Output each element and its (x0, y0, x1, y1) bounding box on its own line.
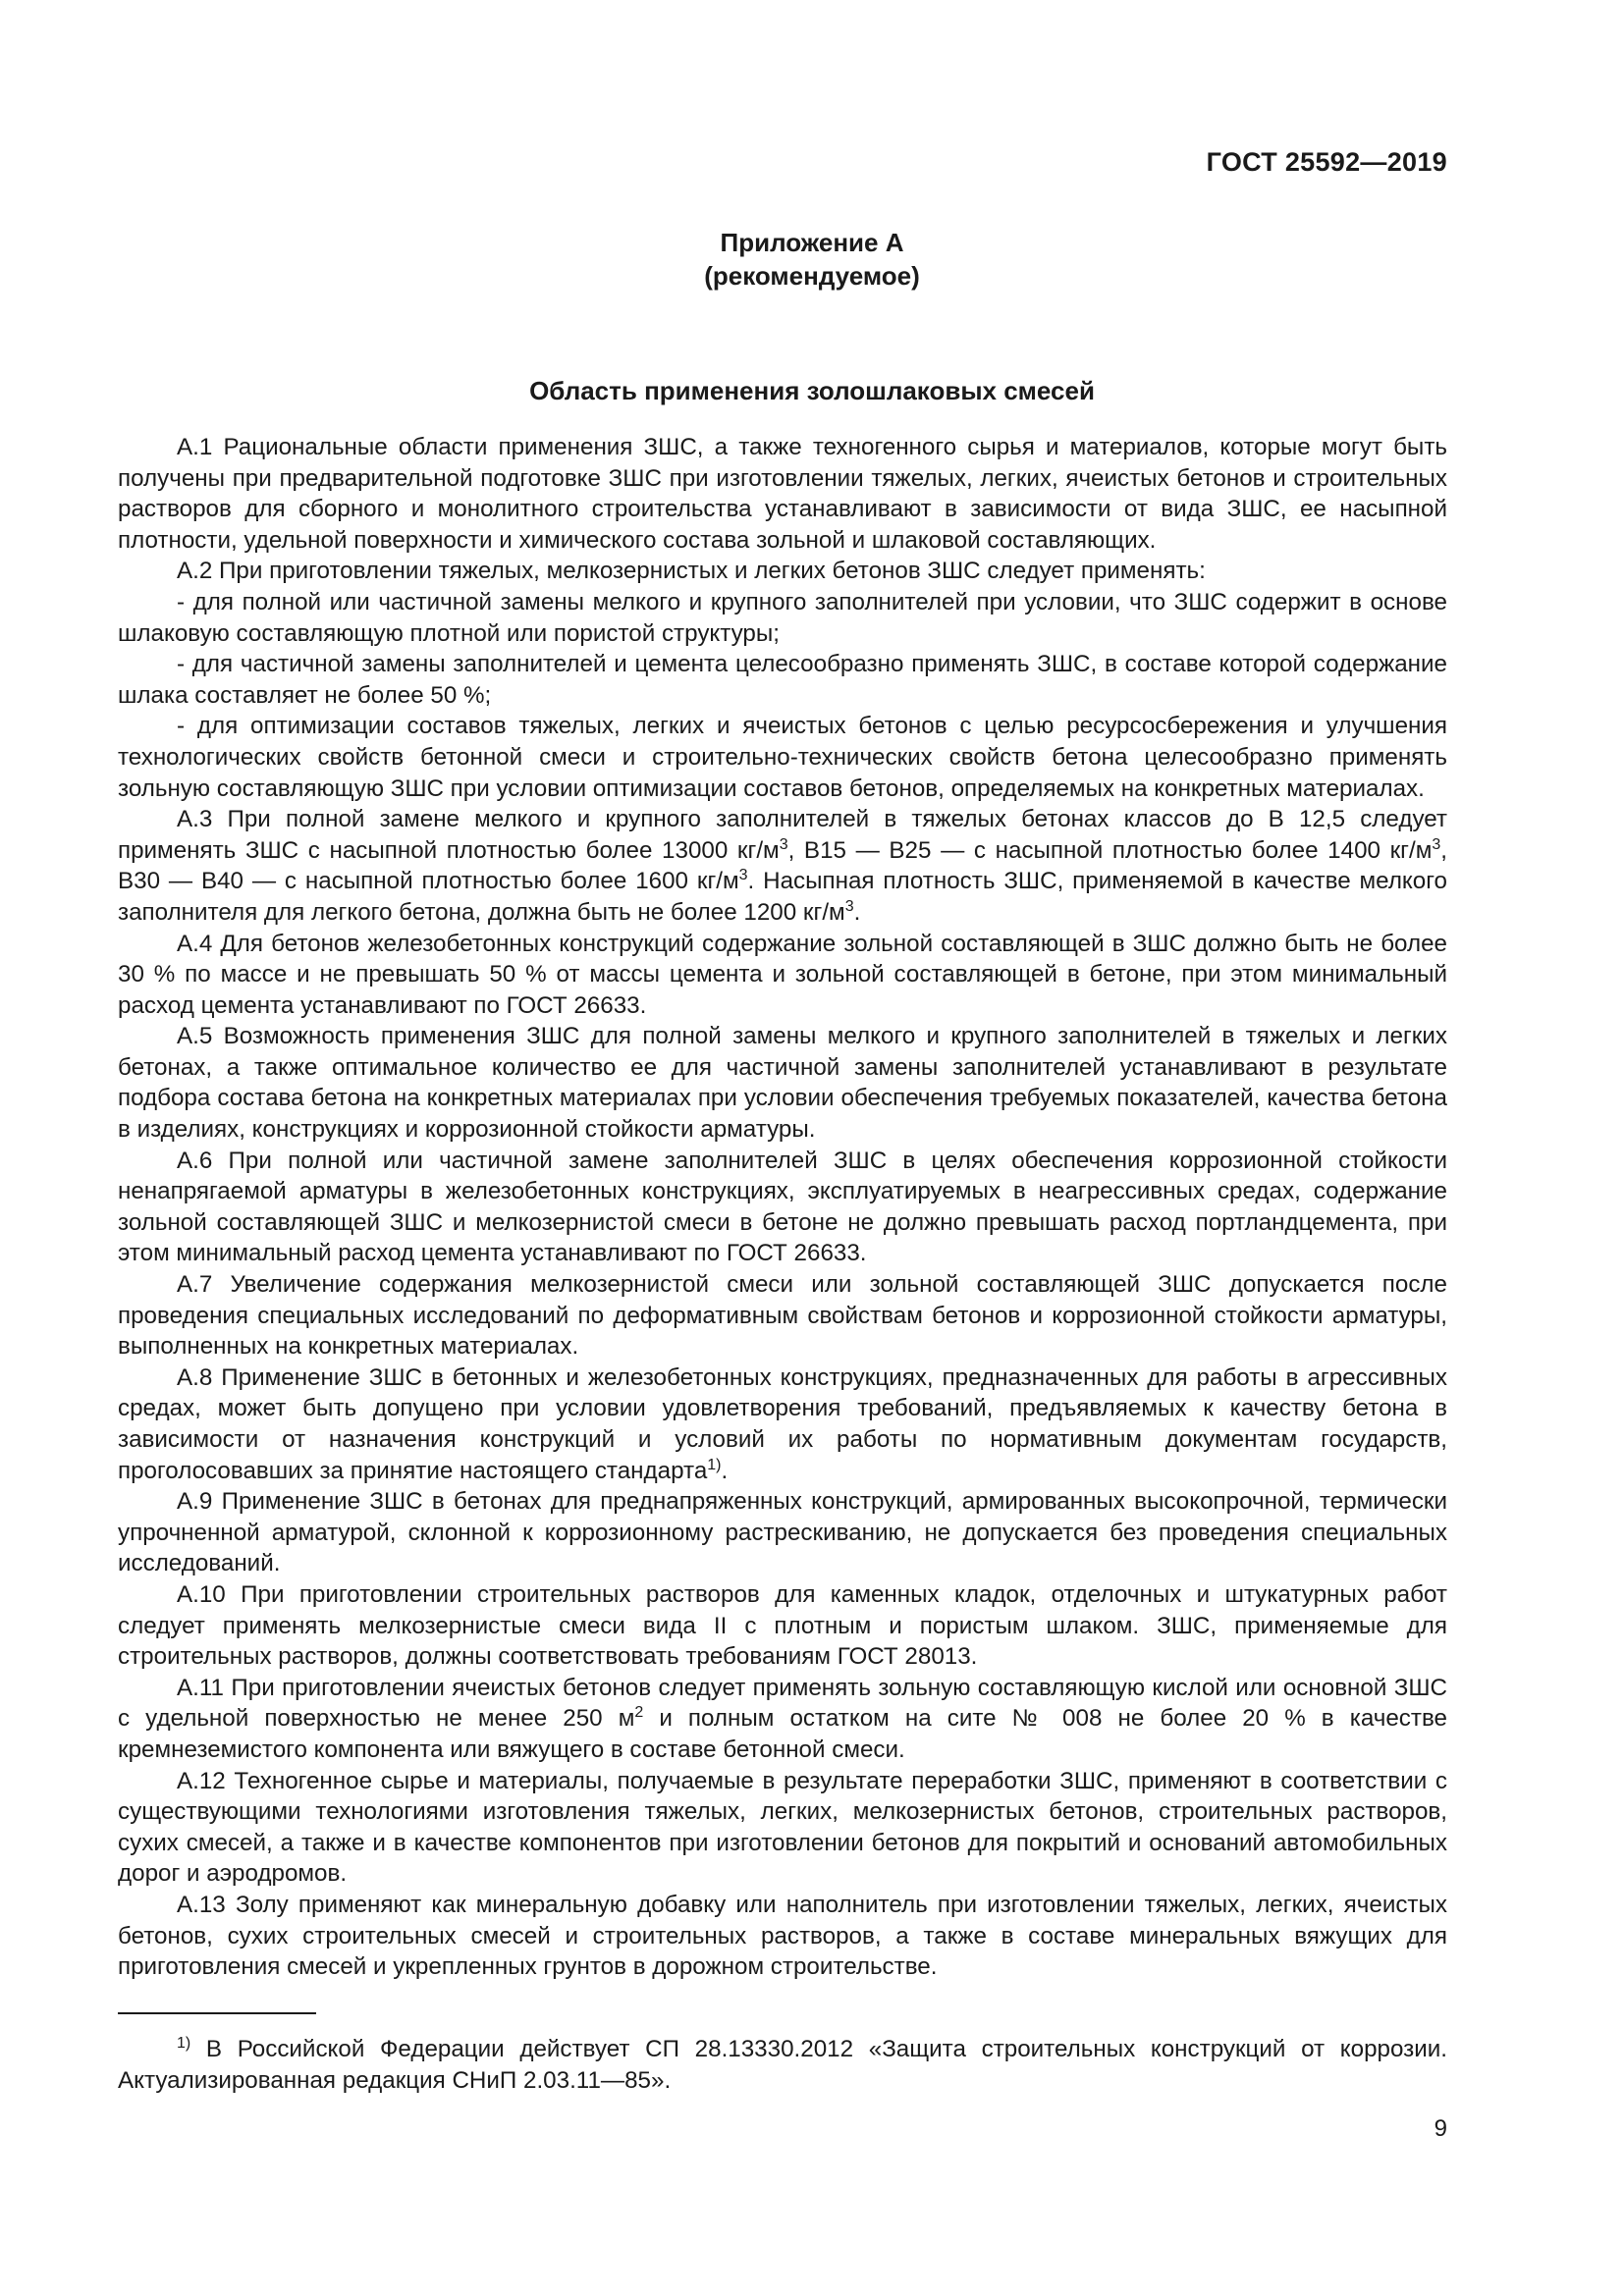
clause-a11-text-1: А.11 При приготовлении ячеистых бетонов следует применять зольную составляющую кислой или основной ЗШС с удельной поверхностью не менее 250 м (118, 1674, 1447, 1733)
footnote-text: В Российской Федерации действует СП 28.13330.2012 «Защита строительных конструкций от коррозии. Актуализированная редакция СНиП 2.03.11—85». (118, 2036, 1447, 2094)
annex-title: Приложение А (720, 228, 904, 257)
clause-a3-text-2: , В15 — В25 — с насыпной плотностью более 1400 кг/м (787, 836, 1433, 864)
cube-exponent: 3 (1432, 835, 1441, 853)
clause-a3-text-4: . Насыпная плотность ЗШС, применяемой в качестве мелкого заполнителя для легкого бетона, должна быть не более 1200 кг/м (118, 868, 1447, 926)
clause-a7: А.7 Увеличение содержания мелкозернистой смеси или зольной составляющей ЗШС допускается после проведения специальных исследований по деформативным свойствам бетонов и коррозионной стойкости арматуры, выполненных на конкретных материалах. (118, 1271, 1447, 1361)
clause-a2: А.2 При приготовлении тяжелых, мелкозернистых и легких бетонов ЗШС следует применять: (177, 558, 1206, 585)
clause-a3-text-1: А.3 При полной замене мелкого и крупного заполнителей в тяжелых бетонах классов до В 12,5 следует применять ЗШС с насыпной плотностью более 13000 кг/м (118, 806, 1447, 864)
clause-a11 (118, 1673, 1447, 1766)
square-exponent: 2 (634, 1704, 644, 1722)
clause-a13: А.13 Золу применяют как минеральную добавку или наполнитель при изготовлении тяжелых, легких, ячеистых бетонов, сухих строительных смесей и строительных растворов, а также в составе минеральных вяжущих для приготовления смесей и укрепленных грунтов в дорожном строительстве. (118, 1891, 1447, 1981)
footnote-paragraph (118, 2034, 1447, 2096)
clause-a10: А.10 При приготовлении строительных растворов для каменных кладок, отделочных и штукатурных работ следует применять мелкозернистые смеси вида II с плотным и пористым шлаком. ЗШС, применяемые для строительных растворов, должны соответствовать требованиям ГОСТ 28013. (118, 1580, 1447, 1671)
clause-a2-item-2: - для частичной замены заполнителей и цемента целесообразно применять ЗШС, в составе которой содержание шлака составляет не более 50 %; (118, 651, 1447, 709)
clause-a4: А.4 Для бетонов железобетонных конструкций содержание зольной составляющей в ЗШС должно быть не более 30 % по массе и не превышать 50 % от массы цемента и зольной составляющей в бетоне, при этом минимальный расход цемента устанавливают по ГОСТ 26633. (118, 930, 1447, 1019)
section-title: Область применения золошлаковых смесей (529, 376, 1095, 405)
footnote-divider (118, 2012, 316, 2014)
footnote (118, 2034, 1447, 2096)
clause-a8-text: А.8 Применение ЗШС в бетонных и железобетонных конструкциях, предназначенных для работы в агрессивных средах, может быть допущено при условии удовлетворения требований, предъявляемых к качеству бетона в зависимости от назначения конструкций и условий их работы по нормативным документам государств, проголосовавших за принятие настоящего стандарта (118, 1363, 1447, 1484)
page-number: 9 (1434, 2115, 1447, 2142)
annex-body (118, 432, 1447, 1983)
clause-a3 (118, 804, 1447, 928)
cube-exponent: 3 (738, 867, 748, 884)
clause-a3-text-3: , В30 — В40 — с насыпной плотностью более 1600 кг/м (118, 836, 1447, 895)
clause-a8-end: . (721, 1457, 729, 1484)
clause-a6: А.6 При полной или частичной замене заполнителей ЗШС в целях обеспечения коррозионной стойкости ненапрягаемой арматуры в железобетонных конструкциях, эксплуатируемых в неагрессивных средах, содержание зольной составляющей ЗШС и мелкозернистой смеси в бетоне не должно превышать расход портландцемента, при этом минимальный расход цемента устанавливают по ГОСТ 26633. (118, 1147, 1447, 1267)
clause-a2-item-3: - для оптимизации составов тяжелых, легких и ячеистых бетонов с целью ресурсосбережения и улучшения технологических свойств бетонной смеси и строительно-технических свойств бетона целесообразно применять зольную составляющую ЗШС при условии оптимизации составов бетонов, определяемых на конкретных материалах. (118, 713, 1447, 802)
clause-a12: А.12 Техногенное сырье и материалы, получаемые в результате переработки ЗШС, применяют в соответствии с существующими технологиями изготовления тяжелых, легких, мелкозернистых бетонов, строительных растворов, сухих смесей, а также и в качестве компонентов при изготовлении бетонов для покрытий и оснований автомобильных дорог и аэродромов. (118, 1767, 1447, 1888)
clause-a9: А.9 Применение ЗШС в бетонах для преднапряженных конструкций, армированных высокопрочной, термически упрочненной арматурой, склонной к коррозионному растрескиванию, не допускается без проведения специальных исследований. (118, 1488, 1447, 1577)
standard-code: ГОСТ 25592—2019 (1206, 147, 1447, 177)
cube-exponent: 3 (844, 897, 854, 915)
clause-a1: А.1 Рациональные области применения ЗШС, а также техногенного сырья и материалов, которые могут быть получены при предварительной подготовке ЗШС при изготовлении тяжелых, легких, ячеистых бетонов и строительных растворов для сборного и монолитного строительства устанавливают в зависимости от вида ЗШС, ее насыпной плотности, удельной поверхности и химического состава зольной и шлаковой составляющих. (118, 434, 1447, 554)
clause-a3-text-5: . (853, 898, 861, 926)
footnote-marker: 1) (177, 2035, 191, 2052)
footnote-reference: 1) (707, 1456, 722, 1473)
annex-heading (0, 226, 1624, 293)
clause-a2-item-1: - для полной или частичной замены мелкого и крупного заполнителей при условии, что ЗШС содержит в основе шлаковую составляющую плотной или пористой структуры; (118, 588, 1447, 647)
clause-a8 (118, 1362, 1447, 1486)
annex-status: (рекомендуемое) (704, 261, 920, 291)
clause-a11-text-2: и полным остатком на сите № 008 не более 20 % в качестве кремнеземистого компонента или вяжущего в составе бетонной смеси. (118, 1705, 1447, 1763)
clause-a5: А.5 Возможность применения ЗШС для полной замены мелкого и крупного заполнителей в тяжелых и легких бетонах, а также оптимальное количество ее для частичной замены заполнителей устанавливают в результате подбора состава бетона на конкретных материалах при условии обеспечения требуемых показателей, качества бетона в изделиях, конструкциях и коррозионной стойкости арматуры. (118, 1023, 1447, 1144)
cube-exponent: 3 (779, 835, 788, 853)
